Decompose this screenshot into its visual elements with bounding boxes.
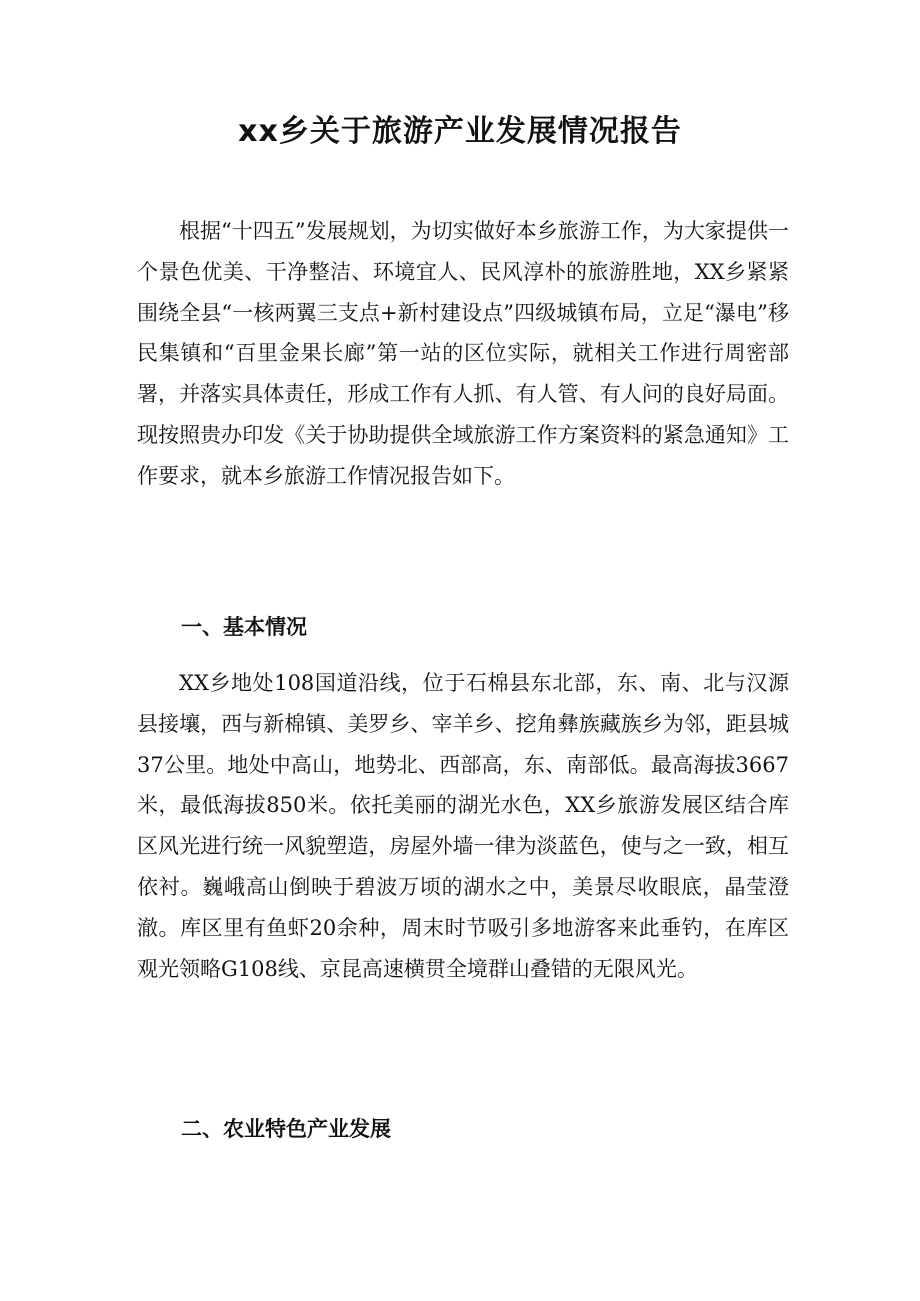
basic-info-paragraph: XX乡地处108国道沿线，位于石棉县东北部，东、南、北与汉源县接壤，西与新棉镇、美罗乡、宰羊乡、挖角彝族藏族乡为邻，距县城37公里。地处中高山，地势北、西部高，东、南部低。最高海拔3667米，最低海拔850米。依托美丽的湖光水色，XX乡旅游发展区结合库区风光进行统一风貌塑造，房屋外墙一律为淡蓝色，使与之一致，相互依衬。巍峨高山倒映于碧波万顷的湖水之中，美景尽收眼底，晶莹澄澈。库区里有鱼虾20余种，周末时节吸引多地游客来此垂钓，在库区观光领略G108线、京昆高速横贯全境群山叠错的无限风光。 <box>137 671 789 981</box>
section-heading-basic-info: 一、基本情况 <box>181 615 307 639</box>
section-heading-agriculture: 二、农业特色产业发展 <box>181 1117 391 1141</box>
document-title: xx乡关于旅游产业发展情况报告 <box>238 114 682 149</box>
intro-paragraph: 根据“十四五”发展规划，为切实做好本乡旅游工作，为大家提供一个景色优美、干净整洁、环境宜人、民风淳朴的旅游胜地，XX乡紧紧围绕全县“一核两翼三支点+新村建设点”四级城镇布局，立足“瀑电”移民集镇和“百里金果长廊”第一站的区位实际，就相关工作进行周密部署，并落实具体责任，形成工作有人抓、有人管、有人问的良好局面。现按照贵办印发《关于协助提供全域旅游工作方案资料的紧急通知》工作要求，就本乡旅游工作情况报告如下。 <box>137 219 789 488</box>
